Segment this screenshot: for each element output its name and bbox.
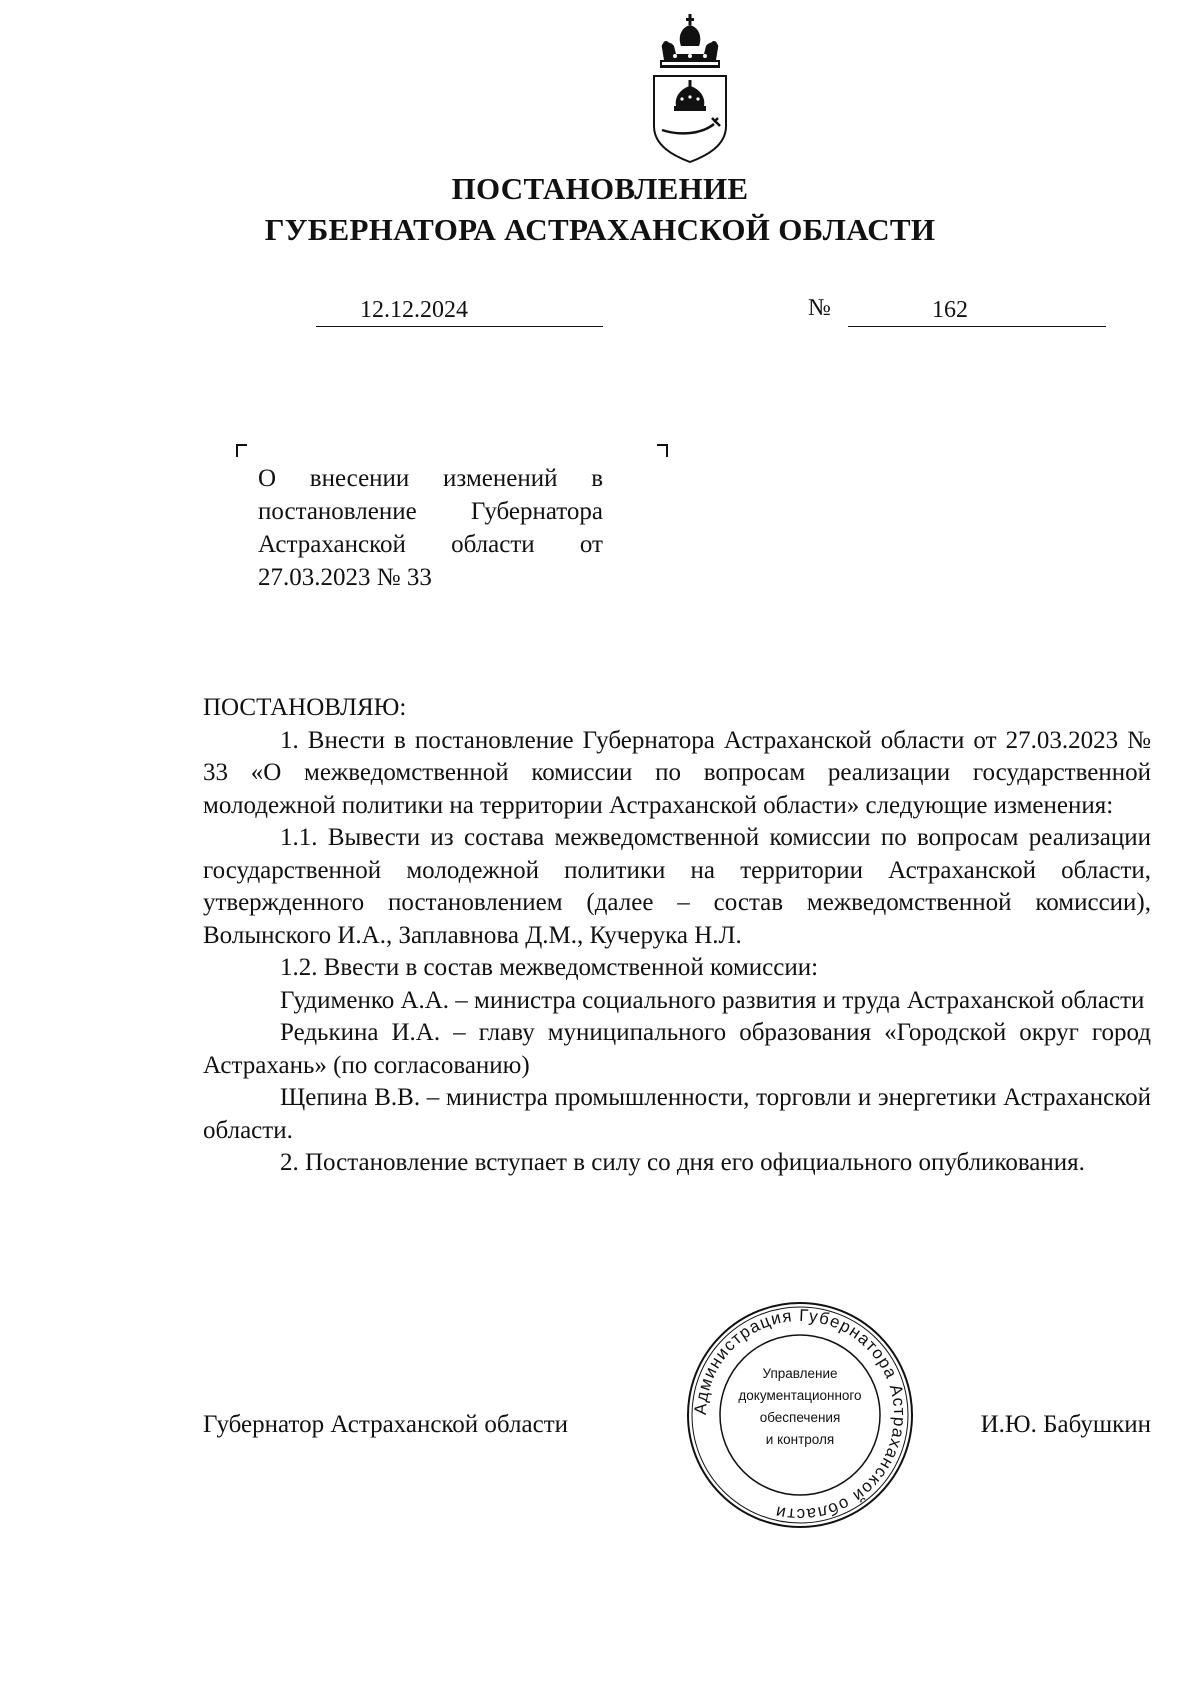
decree-word: ПОСТАНОВЛЯЮ:	[203, 694, 407, 721]
document-date: 12.12.2024	[360, 297, 468, 323]
emblem-icon	[640, 14, 740, 164]
paragraph-member-1: Гудименко А.А. – министра социального развития и труда Астраханской области	[280, 986, 1145, 1014]
signatory-position: Губернатор Астраханской области	[203, 1411, 569, 1438]
stamp-line-4: и контроля	[765, 1432, 835, 1447]
stamp-line-3: обеспечения	[759, 1410, 841, 1425]
paragraph-member-2: Редькина И.А. – главу муниципального образования «Городской округ город Астрахань» (по согласованию)	[203, 1019, 1151, 1079]
document-number: 162	[932, 297, 968, 323]
stamp-line-2: документационного	[738, 1388, 862, 1403]
paragraph-member-3: Щепина В.В. – министра промышленности, торговли и энергетики Астраханской области.	[203, 1084, 1151, 1144]
stamp-ring-text: Администрация Губернатора Астраханской области	[690, 1305, 910, 1525]
signatory-name: И.Ю. Бабушкин	[980, 1411, 1151, 1438]
date-underline	[316, 326, 603, 327]
stamp-center-text	[725, 1363, 875, 1451]
paragraph-1: 1. Внести в постановление Губернатора Астраханской области от 27.03.2023 № 33 «О межведомственной комиссии по вопросам реализации государственной молодежной политики на территории Астраханской области» следующие изменения:	[203, 726, 1151, 819]
document-body	[203, 692, 1151, 1180]
paragraph-1-1: 1.1. Вывести из состава межведомственной комиссии по вопросам реализации государственной молодежной политики на территории Астраханской области, утвержденного постановлением (далее – состав межведомственной комиссии), Волынского И.А., Заплавнова Д.М., Кучерука Н.Л.	[203, 824, 1151, 949]
document-title	[0, 168, 1200, 250]
document-subject: О внесении изменений в постановление Губернатора Астраханской области от 27.03.2023 № 33	[258, 465, 603, 591]
number-underline	[848, 326, 1106, 327]
subject-corner-right	[657, 444, 668, 457]
paragraph-2: 2. Постановление вступает в силу со дня его официального опубликования.	[280, 1149, 1085, 1176]
subject-corner-left	[236, 444, 247, 457]
number-label: №	[808, 295, 831, 321]
stamp-line-1: Управление	[762, 1366, 838, 1381]
paragraph-1-2: 1.2. Ввести в состав межведомственной комиссии:	[280, 954, 819, 981]
title-line-1: ПОСТАНОВЛЕНИЕ	[451, 171, 749, 206]
title-line-2: ГУБЕРНАТОРА АСТРАХАНСКОЙ ОБЛАСТИ	[264, 212, 936, 247]
